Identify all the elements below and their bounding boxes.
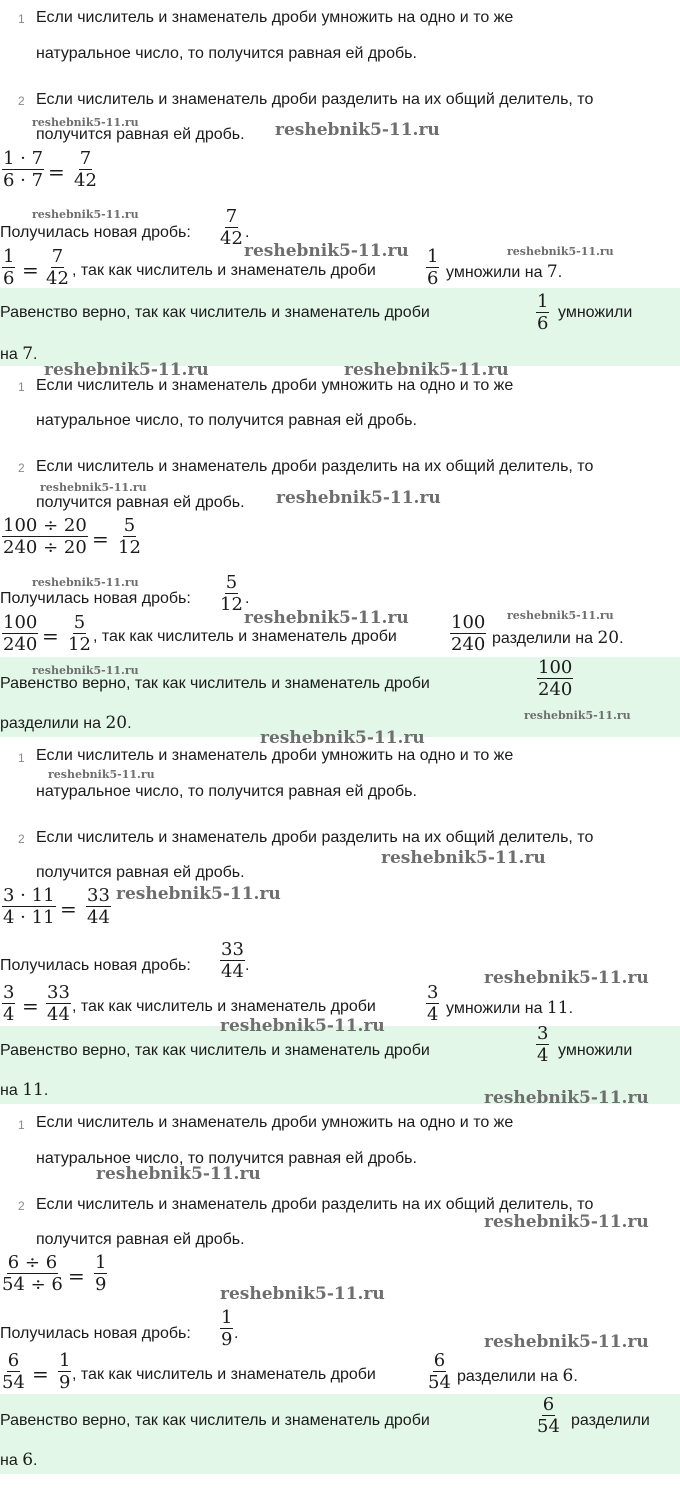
rule-number: 1 xyxy=(18,12,25,26)
since-text: , так как числитель и знаменатель дроби xyxy=(72,1366,376,1383)
watermark: reshebnik5-11.ru xyxy=(96,1164,261,1184)
factor: 6 xyxy=(22,1450,34,1470)
conclusion-verb: умножили xyxy=(558,1042,633,1059)
watermark: reshebnik5-11.ru xyxy=(344,360,509,380)
rule-number: 2 xyxy=(18,94,25,108)
new-fraction: $\frac{5}{12}$ xyxy=(220,572,243,615)
watermark: reshebnik5-11.ru xyxy=(32,116,139,129)
period: . xyxy=(568,1000,574,1017)
equation-lhs-fraction: $\frac{3 \cdot 11}{4 \cdot 11}$ xyxy=(3,885,55,928)
na-word: на xyxy=(0,1082,18,1099)
equals-sign: = xyxy=(68,1264,85,1288)
rule-2-line-1: Если числитель и знаменатель дроби разделить на их общий делитель, то xyxy=(36,91,594,108)
factor: 7 xyxy=(546,262,558,282)
conclusion-verb: умножили xyxy=(558,304,633,321)
period: . xyxy=(619,630,624,647)
op-verb: умножили на xyxy=(446,1000,543,1017)
new-fraction-label: Получилась новая дробь: xyxy=(0,590,191,607)
factor: 20 xyxy=(105,713,128,733)
equation-rhs-fraction: $\frac{1}{9}$ xyxy=(95,1252,107,1295)
conclusion-verb: разделили xyxy=(571,1412,650,1429)
period: . xyxy=(557,264,563,281)
new-fraction: $\frac{7}{42}$ xyxy=(220,206,243,249)
conclusion-fraction: $\frac{3}{4}$ xyxy=(537,1023,549,1066)
new-fraction-label: Получилась новая дробь: xyxy=(0,957,191,974)
rule-2-line-1: Если числитель и знаменатель дроби разделить на их общий делитель, то xyxy=(36,829,594,846)
op-verb: умножили на xyxy=(446,264,543,281)
equals-sign: = xyxy=(22,258,39,282)
new-fraction-label: Получилась новая дробь: xyxy=(0,1325,191,1342)
watermark: reshebnik5-11.ru xyxy=(32,576,139,589)
equals-sign: = xyxy=(42,624,59,648)
watermark: reshebnik5-11.ru xyxy=(507,609,614,622)
rule-2-line-2: получится равная ей дробь. xyxy=(36,126,245,143)
period: . xyxy=(245,224,250,241)
equation-rhs-fraction: $\frac{33}{44}$ xyxy=(87,885,110,928)
orig-fraction: $\frac{3}{4}$ xyxy=(3,982,15,1025)
watermark: reshebnik5-11.ru xyxy=(507,245,614,258)
period: . xyxy=(33,1452,38,1469)
equation-lhs-fraction: $\frac{6 \div 6}{54 \div 6}$ xyxy=(2,1252,63,1295)
since-text: , так как числитель и знаменатель дроби xyxy=(72,998,376,1015)
period: . xyxy=(127,715,132,732)
rule-number: 1 xyxy=(18,751,25,765)
conclusion-fraction: $\frac{100}{240}$ xyxy=(538,657,573,700)
watermark: reshebnik5-11.ru xyxy=(484,1332,649,1352)
watermark: reshebnik5-11.ru xyxy=(484,968,649,988)
watermark: reshebnik5-11.ru xyxy=(484,1088,649,1108)
watermark: reshebnik5-11.ru xyxy=(32,208,139,221)
watermark: reshebnik5-11.ru xyxy=(116,884,281,904)
factor: 7 xyxy=(22,344,34,364)
orig-fraction: $\frac{6}{54}$ xyxy=(2,1350,25,1393)
equation-lhs-fraction: $\frac{1 \cdot 7}{6 \cdot 7}$ xyxy=(3,148,44,191)
watermark: reshebnik5-11.ru xyxy=(260,728,425,748)
result-fraction: $\frac{7}{42}$ xyxy=(46,246,69,288)
orig-fraction-inline: $\frac{3}{4}$ xyxy=(427,982,439,1025)
na-word: на xyxy=(0,1452,18,1469)
period: . xyxy=(234,1325,239,1342)
watermark: reshebnik5-11.ru xyxy=(220,1284,385,1304)
conclusion-text: Равенство верно, так как числитель и знаменатель дроби xyxy=(0,675,430,692)
rule-number: 1 xyxy=(18,1118,25,1132)
period: . xyxy=(245,957,250,974)
conclusion-verb: разделили на xyxy=(0,715,102,732)
rule-1-line-1: Если числитель и знаменатель дроби умножить на одно и то же xyxy=(36,377,514,394)
watermark: reshebnik5-11.ru xyxy=(381,848,546,868)
rule-number: 2 xyxy=(18,461,25,475)
orig-fraction-inline: $\frac{6}{54}$ xyxy=(428,1350,451,1393)
factor: 11 xyxy=(546,998,569,1018)
rule-1-line-2: натуральное число, то получится равная ей дробь. xyxy=(36,1150,417,1167)
new-fraction: $\frac{33}{44}$ xyxy=(221,939,244,982)
rule-number: 2 xyxy=(18,832,25,846)
equation-rhs-fraction: $\frac{5}{12}$ xyxy=(118,515,141,558)
conclusion-fraction: $\frac{6}{54}$ xyxy=(537,1394,560,1437)
period: . xyxy=(573,1368,578,1385)
factor: 11 xyxy=(22,1080,44,1100)
equation-lhs-fraction: $\frac{100 \div 20}{240 \div 20}$ xyxy=(3,515,87,558)
result-fraction: $\frac{5}{12}$ xyxy=(68,612,91,655)
watermark: reshebnik5-11.ru xyxy=(244,608,409,628)
rule-2-line-1: Если числитель и знаменатель дроби разделить на их общий делитель, то xyxy=(36,1196,594,1213)
orig-fraction-inline: $\frac{1}{6}$ xyxy=(427,246,439,288)
watermark: reshebnik5-11.ru xyxy=(40,481,147,494)
watermark: reshebnik5-11.ru xyxy=(32,664,139,677)
since-text: , так как числитель и знаменатель дроби xyxy=(72,262,376,279)
conclusion-text: Равенство верно, так как числитель и знаменатель дроби xyxy=(0,1042,430,1059)
rule-1-line-2: натуральное число, то получится равная ей дробь. xyxy=(36,783,417,800)
orig-fraction: $\frac{100}{240}$ xyxy=(3,612,38,655)
orig-fraction: $\frac{1}{6}$ xyxy=(3,246,15,288)
conclusion-fraction: $\frac{1}{6}$ xyxy=(537,291,549,334)
watermark: reshebnik5-11.ru xyxy=(48,768,155,781)
watermark: reshebnik5-11.ru xyxy=(44,360,209,380)
rule-1-line-1: Если числитель и знаменатель дроби умножить на одно и то же xyxy=(36,1114,514,1131)
watermark: reshebnik5-11.ru xyxy=(244,241,409,261)
equals-sign: = xyxy=(22,994,39,1018)
rule-1-line-2: натуральное число, то получится равная ей дробь. xyxy=(36,412,417,429)
na-word: на xyxy=(0,346,18,363)
rule-2-line-2: получится равная ей дробь. xyxy=(36,494,245,511)
rule-1-line-1: Если числитель и знаменатель дроби умножить на одно и то же xyxy=(36,9,514,26)
conclusion-box xyxy=(0,1394,680,1474)
new-fraction: $\frac{1}{9}$ xyxy=(221,1307,233,1350)
watermark: reshebnik5-11.ru xyxy=(220,1016,385,1036)
watermark: reshebnik5-11.ru xyxy=(484,1212,649,1232)
rule-1-line-2: натуральное число, то получится равная ей дробь. xyxy=(36,45,417,62)
conclusion-text: Равенство верно, так как числитель и знаменатель дроби xyxy=(0,1412,430,1429)
conclusion-text: Равенство верно, так как числитель и знаменатель дроби xyxy=(0,304,430,321)
watermark: reshebnik5-11.ru xyxy=(524,709,631,722)
op-verb: разделили на xyxy=(492,630,594,647)
rule-2-line-1: Если числитель и знаменатель дроби разделить на их общий делитель, то xyxy=(36,458,594,475)
equation-rhs-fraction: $\frac{7}{42}$ xyxy=(74,148,97,191)
equals-sign: = xyxy=(60,897,77,921)
period: . xyxy=(245,590,250,607)
rule-number: 1 xyxy=(18,380,25,394)
conclusion-box xyxy=(0,288,680,366)
watermark: reshebnik5-11.ru xyxy=(275,120,440,140)
factor: 6 xyxy=(562,1366,574,1386)
rule-2-line-2: получится равная ей дробь. xyxy=(36,1231,245,1248)
equals-sign: = xyxy=(48,160,65,184)
watermark: reshebnik5-11.ru xyxy=(276,488,441,508)
result-fraction: $\frac{33}{44}$ xyxy=(47,982,70,1025)
since-text: , так как числитель и знаменатель дроби xyxy=(93,628,397,645)
rule-1-line-1: Если числитель и знаменатель дроби умножить на одно и то же xyxy=(36,747,514,764)
rule-number: 2 xyxy=(18,1199,25,1213)
equals-sign: = xyxy=(92,527,109,551)
result-fraction: $\frac{1}{9}$ xyxy=(59,1350,71,1393)
op-verb: разделили на xyxy=(457,1368,559,1385)
new-fraction-label: Получилась новая дробь: xyxy=(0,224,191,241)
period: . xyxy=(33,346,38,363)
period: . xyxy=(43,1082,49,1099)
rule-2-line-2: получится равная ей дробь. xyxy=(36,864,245,881)
factor: 20 xyxy=(597,628,620,648)
orig-fraction-inline: $\frac{100}{240}$ xyxy=(451,612,486,655)
equals-sign: = xyxy=(32,1362,49,1386)
